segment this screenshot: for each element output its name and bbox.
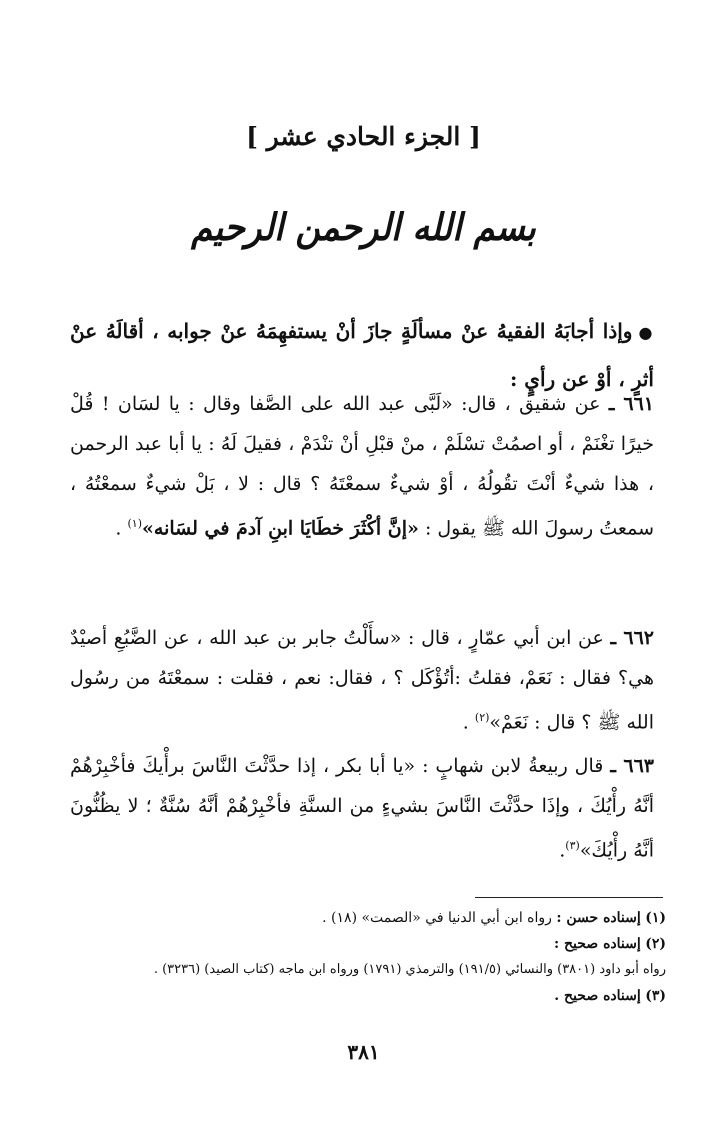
hadith-number: ٦٦٢ ـ: [610, 627, 654, 649]
footnote-3: [70, 983, 666, 1009]
hadith-663: [70, 746, 654, 870]
footnote-number: (١): [645, 910, 666, 926]
footnote-1: [70, 905, 666, 931]
hadith-end: .: [462, 711, 475, 734]
hadith-662: [70, 618, 654, 742]
hadith-text: عن ابن أبي عمّارٍ ، قال : «سأَلْتُ جابر بن عبد الله ، عن الضَّبُعِ أصيْدٌ هي؟ فقال : نَعَمْ، فقلتُ :أتُؤْكَل ؟ ، فقال: نعم ، فقلت : سمعْتَهُ من رسُول الله ﷺ ؟ قال : نَعَمْ»: [70, 627, 654, 734]
footnote-ref: (٢): [474, 711, 490, 724]
footnote-2: [70, 931, 666, 957]
hadith-661: [70, 384, 654, 548]
basmala-calligraphy: [0, 196, 727, 260]
section-heading-text: وإذا أجابَهُ الفقيهُ عنْ مسألَةٍ جازَ أنْ يستفهِمَهُ عنْ جوابه ، أقالَهُ عنْ أثرٍ ، أوْ عن رأيٍ :: [70, 319, 654, 391]
footnote-ref: (١): [127, 517, 143, 530]
hadith-text: قال ربيعةُ لابن شهابٍ : «يا أبا بكر ، إذا حدَّثْتَ النَّاسَ برأْيكَ فأخْبِرْهُمْ أنَّهُ رأْيُكَ ، وإذَا حدَّثْتَ النَّاسَ بشيءٍ من السنَّةِ فأخْبِرْهُمْ أنَّهُ سُنَّةٌ ؛ لا يظُنُّونَ أنَّهُ رأْيُكَ»: [70, 755, 654, 862]
footnote-number: (٢): [645, 936, 666, 952]
footnote-text: رواه ابن أبي الدنيا في «الصمت» (١٨) .: [322, 910, 557, 926]
footnote-number: (٣): [645, 988, 666, 1004]
page-number: ٣٨١: [347, 1040, 380, 1064]
footnote-2-detail: [70, 957, 666, 983]
chapter-title: [ الجزء الحادي عشر ]: [246, 122, 481, 151]
footnote-label: إسناده حسن :: [556, 910, 641, 926]
hadith-end: .: [559, 839, 566, 862]
footnote-label: إسناده صحيح .: [554, 988, 641, 1004]
footnote-ref: (٣): [565, 839, 580, 852]
footnote-divider: [475, 897, 663, 898]
basmala-text: بسم الله الرحمن الرحيم: [191, 206, 536, 250]
footnote-label: إسناده صحيح :: [553, 936, 641, 952]
hadith-number: ٦٦٣ ـ: [610, 755, 655, 777]
hadith-text: عن شقيق ، قال: «لَبَّى عبد الله على الصَّفا وقال : يا لسَان ! قُلْ خيرًا تغْنَمْ ، أو اصمُتْ تسْلَمْ ، منْ قبْلِ أنْ تنْدَمْ ، فقيلَ لَهُ : يا أبا عبد الرحمن ، هذا شيءٌ أنْتَ تقُولُهُ ، أوْ شيءٌ سمعْتَهُ ؟ قال : لا ، بَلْ شيءٌ سمعْتُهُ ، سمعتُ رسولَ الله ﷺ يقول :: [70, 393, 654, 540]
hadith-quote: «إنَّ أكْثَرَ خطَايَا ابنِ آدمَ في لسَانه»: [142, 517, 419, 540]
hadith-end: .: [115, 517, 128, 540]
bullet-icon: ●: [638, 323, 654, 342]
footnotes: [70, 905, 666, 1009]
footnote-text: رواه أبو داود (٣٨٠١) والنسائي (١٩١/٥) والترمذي (١٧٩١) ورواه ابن ماجه (كتاب الصيد) (٣٢٣٦) .: [153, 962, 666, 977]
hadith-number: ٦٦١ ـ: [608, 393, 654, 415]
